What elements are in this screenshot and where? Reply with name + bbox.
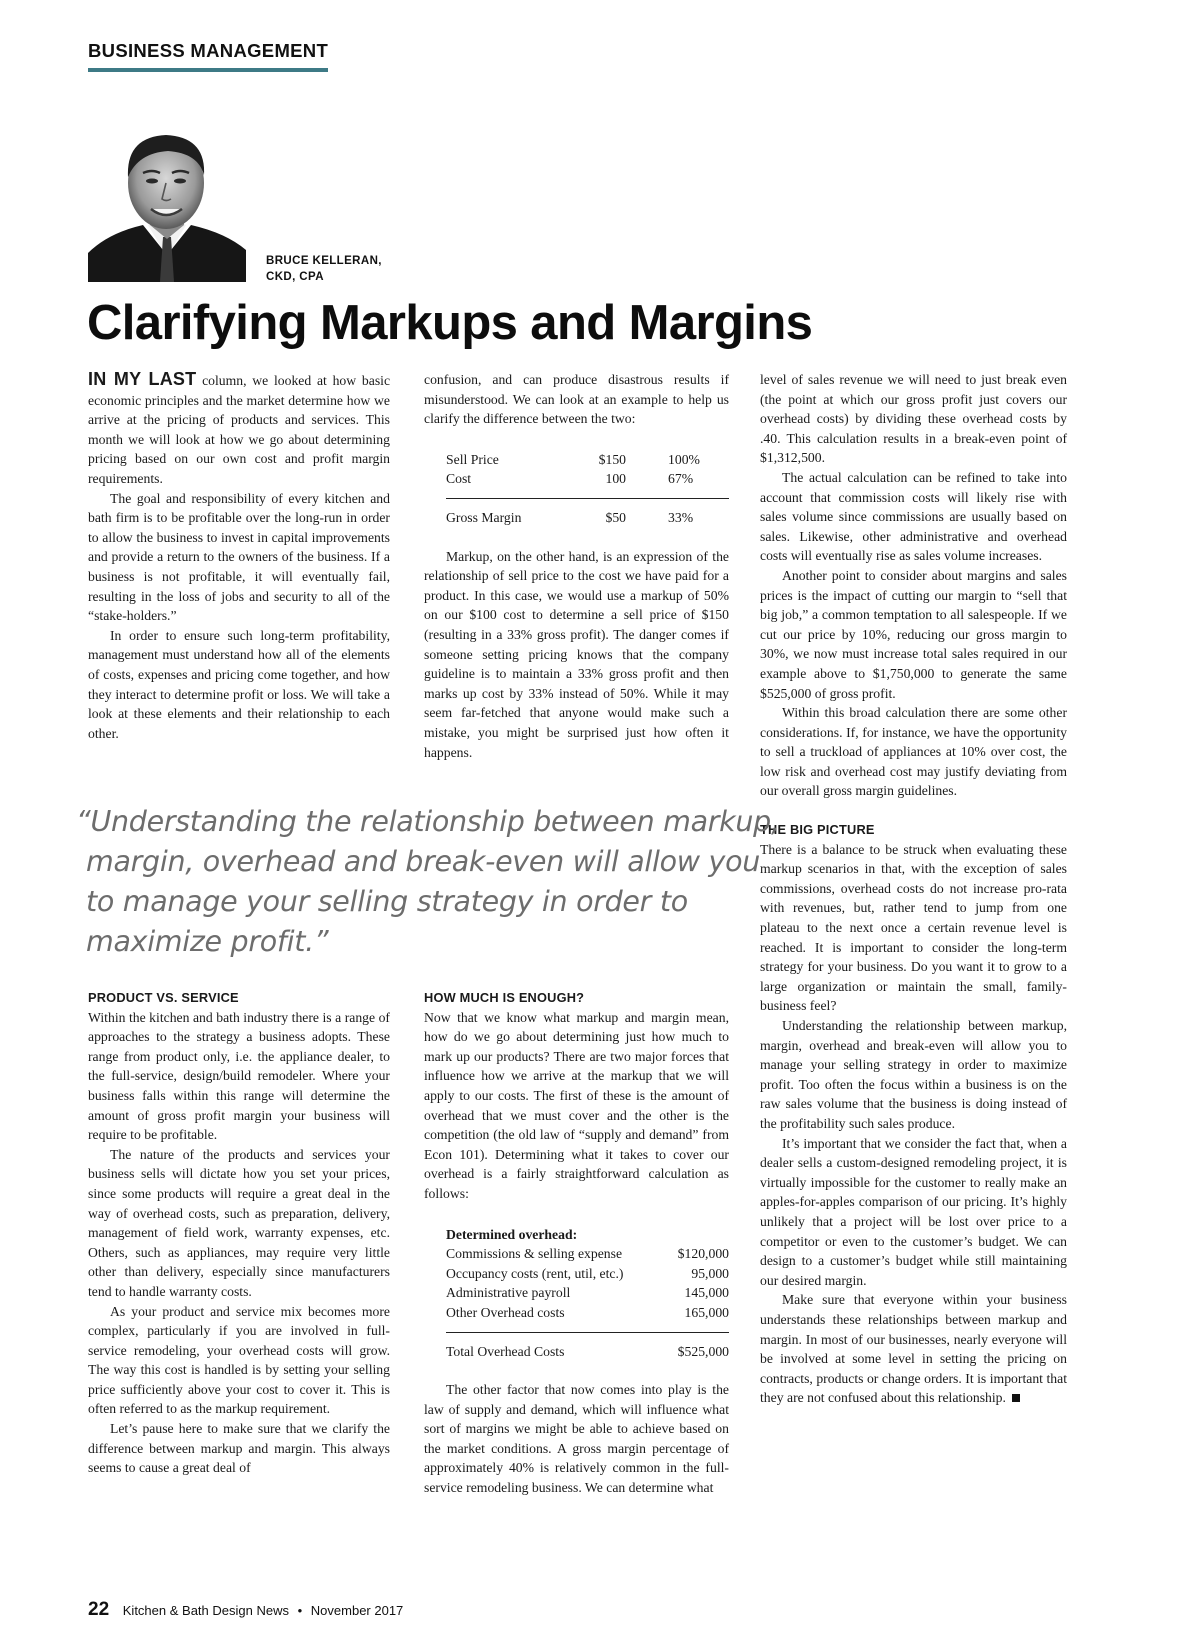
- overhead-table: [446, 1225, 729, 1362]
- table-cell: Total Overhead Costs: [446, 1343, 565, 1359]
- paragraph: There is a balance to be struck when evaluating these markup scenarios in that, with the exception of sales commissions, overhead costs do not increase pro-rata with revenues, but, rather tend to jump from one plateau to the next once a certain revenue level is reached. It is important to consider the long-term strategy for your business. Do you want it to grow to a large organization or maintain the small, family-business feel?: [760, 841, 1067, 1014]
- table-cell: 33%: [668, 509, 694, 525]
- table-cell: 100%: [668, 451, 700, 467]
- table-rule-row: [446, 489, 729, 499]
- paragraph: It’s important that we consider the fact that, when a dealer sells a custom-designed remodeling project, it is virtually impossible for the customer to really make an apples-for-apples comparison of our pricing. It’s highly unlikely that a project will be lost over price to a competitor or even to the customer’s budget. We can design to a customer’s budget while still maintaining our desired margin.: [760, 1135, 1067, 1288]
- table-cell: $150: [598, 451, 626, 467]
- paragraph: Within the kitchen and bath industry there is a range of approaches to the strategy a business adopts. These range from product only, i.e. the appliance dealer, to the full-service, design/build remodeler. Where your business falls within this range will determine the amount of gross profit margin your business will require to be profitable.: [88, 1009, 390, 1143]
- issue-date: November 2017: [310, 1603, 404, 1618]
- paragraph: [88, 370, 390, 489]
- table-title: Determined overhead:: [446, 1226, 578, 1242]
- paragraph: [760, 1290, 1067, 1408]
- paragraph: The actual calculation can be refined to take into account that commission costs will likely rise with sales volume since commissions are usually based on sales. Likewise, other administrative and overhead costs will eventually rise as sales volume increases.: [760, 469, 1067, 564]
- table-cell: 100: [605, 471, 626, 487]
- table-cell: Other Overhead costs: [446, 1304, 565, 1320]
- table-cell: Administrative payroll: [446, 1285, 571, 1301]
- paragraph: confusion, and can produce disastrous results if misunderstood. We can look at an example to help us clarify the difference between the two:: [424, 372, 729, 427]
- table-row: [446, 1264, 729, 1284]
- column-2-bottom: [424, 988, 729, 1498]
- paragraph: The nature of the products and services your business sells will dictate how you set your prices, since some products will require a great deal in the way of overhead costs, such as preparation, delivery, management of field work, warranty expenses, etc. Others, such as appliances, may require very little other than delivery, especially since manufacturers tend to handle warranty costs.: [88, 1146, 390, 1299]
- table-cell: 165,000: [684, 1304, 729, 1320]
- pull-quote: [76, 802, 780, 962]
- table-row: [446, 469, 729, 489]
- author-byline: [266, 253, 382, 285]
- section-tag: BUSINESS MANAGEMENT: [88, 40, 329, 61]
- page-footer: [88, 1599, 403, 1621]
- table-cell: $50: [605, 509, 626, 525]
- table-cell: $120,000: [677, 1246, 729, 1262]
- paragraph-text: column, we looked at how basic economic principles and the market determine how we arrive at the pricing of products and services. This month we will look at how we go about determining pricing based on our own cost and profit margin requirements.: [88, 373, 391, 486]
- column-3: [760, 370, 1067, 1408]
- paragraph: Within this broad calculation there are some other considerations. If, for instance, we have the opportunity to sell a truckload of appliances at 10% over cost, the low risk and overhead cost may justify deviating from our overall gross margin guidelines.: [760, 705, 1067, 799]
- paragraph: As your product and service mix becomes more complex, particularly if you are involved in full-service remodeling, your overhead costs will grow. The way this cost is handled is by setting your selling price sufficiently above your cost to cover it. This is often referred to as the markup requirement.: [88, 1303, 390, 1417]
- table-row: [446, 1303, 729, 1323]
- table-row: [446, 1283, 729, 1303]
- paragraph: Now that we know what markup and margin mean, how do we go about determining just how much to mark up our products? There are two major forces that influence how we arrive at the markup that we will apply to our costs. The first of these is the amount of overhead that we must cover and the other is the competition (the old law of “supply and demand” from Econ 101). Determining what it takes to cover our overhead is a fairly straightforward calculation as follows:: [424, 1009, 729, 1201]
- margin-example-table: [446, 450, 729, 528]
- paragraph: The goal and responsibility of every kitchen and bath firm is to be profitable over the long-run in order to allow the business to invest in capital improvements and provide a return to the owners of the business. If a business is not profitable, it will eventually fail, resulting in the loss of jobs and security to all of the “stake-holders.”: [88, 490, 390, 624]
- publication-name: Kitchen & Bath Design News: [122, 1603, 289, 1618]
- end-mark-icon: [1012, 1394, 1020, 1402]
- subheading-big-picture: THE BIG PICTURE: [760, 822, 875, 838]
- page-number: 22: [88, 1599, 110, 1620]
- paragraph: level of sales revenue we will need to just break even (the point at which our gross profit just covers our overhead costs) by dividing these overhead costs by .40. This calculation results in a break-even point of $1,312,500.: [760, 372, 1067, 466]
- pull-quote-line: “Understanding the relationship between markup,: [76, 805, 780, 838]
- table-rule-row: [446, 1323, 729, 1333]
- paragraph: Understanding the relationship between markup, margin, overhead and break-even will allow you to manage your selling strategy in order to maximize profit. Too often the focus within a business is on the raw sales volume that the business is doing instead of the profitability such sales produce.: [760, 1018, 1067, 1131]
- pull-quote-line: to manage your selling strategy in order to: [86, 885, 688, 918]
- table-cell: Commissions & selling expense: [446, 1246, 623, 1262]
- column-1-top: [88, 370, 390, 743]
- footer-separator: •: [297, 1603, 303, 1618]
- table-cell: 95,000: [691, 1265, 729, 1281]
- section-rule: [88, 68, 328, 72]
- author-name: BRUCE KELLERAN,: [266, 255, 382, 267]
- lead-in: IN MY LAST: [88, 369, 197, 389]
- table-row: [446, 1244, 729, 1264]
- article-headline: Clarifying Markups and Margins: [87, 296, 813, 350]
- table-title-row: [446, 1225, 729, 1245]
- table-cell: 145,000: [684, 1285, 729, 1301]
- paragraph: Let’s pause here to make sure that we clarify the difference between markup and margin. This always seems to cause a great deal of: [88, 1421, 390, 1476]
- pull-quote-line: margin, overhead and break-even will allow you: [86, 845, 761, 878]
- table-cell: Sell Price: [446, 451, 499, 467]
- subheading-how-much-is-enough: HOW MUCH IS ENOUGH?: [424, 990, 585, 1005]
- table-row-total: [446, 1332, 729, 1361]
- paragraph: Markup, on the other hand, is an expression of the relationship of sell price to the cost we have paid for a product. In this case, we would use a markup of 50% on our $100 cost to determine a sell price of $150 (resulting in a 33% gross profit). The danger comes if someone setting pricing knows that the company guideline is to maintain a 33% gross profit and then marks up cost by 33% instead of 50%. While it may seem far-fetched that anyone would make such a mistake, you might be surprised just how often it happens.: [424, 548, 729, 760]
- table-cell: 67%: [668, 471, 694, 487]
- paragraph: The other factor that now comes into play is the law of supply and demand, which will influence what sort of margins we might be able to achieve based on the market conditions. A gross margin percentage of approximately 40% is relatively common in the full-service remodeling business. We can determine what: [424, 1382, 729, 1496]
- subheading-product-vs-service: PRODUCT VS. SERVICE: [88, 990, 239, 1005]
- author-photo: [88, 125, 246, 282]
- pull-quote-line: maximize profit.”: [86, 925, 329, 958]
- author-portrait-icon: [88, 125, 246, 282]
- table-cell: Gross Margin: [446, 509, 522, 525]
- paragraph: Another point to consider about margins and sales prices is the impact of cutting our margin to “sell that big job,” a common temptation to all salespeople. If we cut our price by 10%, reducing our gross margin to 30%, we now must increase total sales required in our example above to $1,750,000 to generate the same $525,000 of gross profit.: [760, 567, 1067, 701]
- paragraph-text: Make sure that everyone within your business understands these relationships between markup and margin. In most of our businesses, nearly everyone will be involved at some level in setting the pricing on contracts, products or change orders. It is important that they are not confused about this relationship.: [760, 1292, 1067, 1406]
- table-row: [446, 450, 729, 470]
- table-row-total: [446, 498, 729, 527]
- table-cell: Cost: [446, 471, 472, 487]
- column-1-bottom: [88, 988, 390, 1478]
- table-cell: $525,000: [677, 1343, 729, 1359]
- paragraph: In order to ensure such long-term profitability, management must understand how all of the elements of costs, expenses and pricing come together, and how they interact to determine profit or loss. We will take a look at these elements and their relationship to each other.: [88, 627, 390, 741]
- column-2-top: [424, 370, 729, 762]
- author-credentials: CKD, CPA: [266, 271, 324, 283]
- table-cell: Occupancy costs (rent, util, etc.): [446, 1265, 624, 1281]
